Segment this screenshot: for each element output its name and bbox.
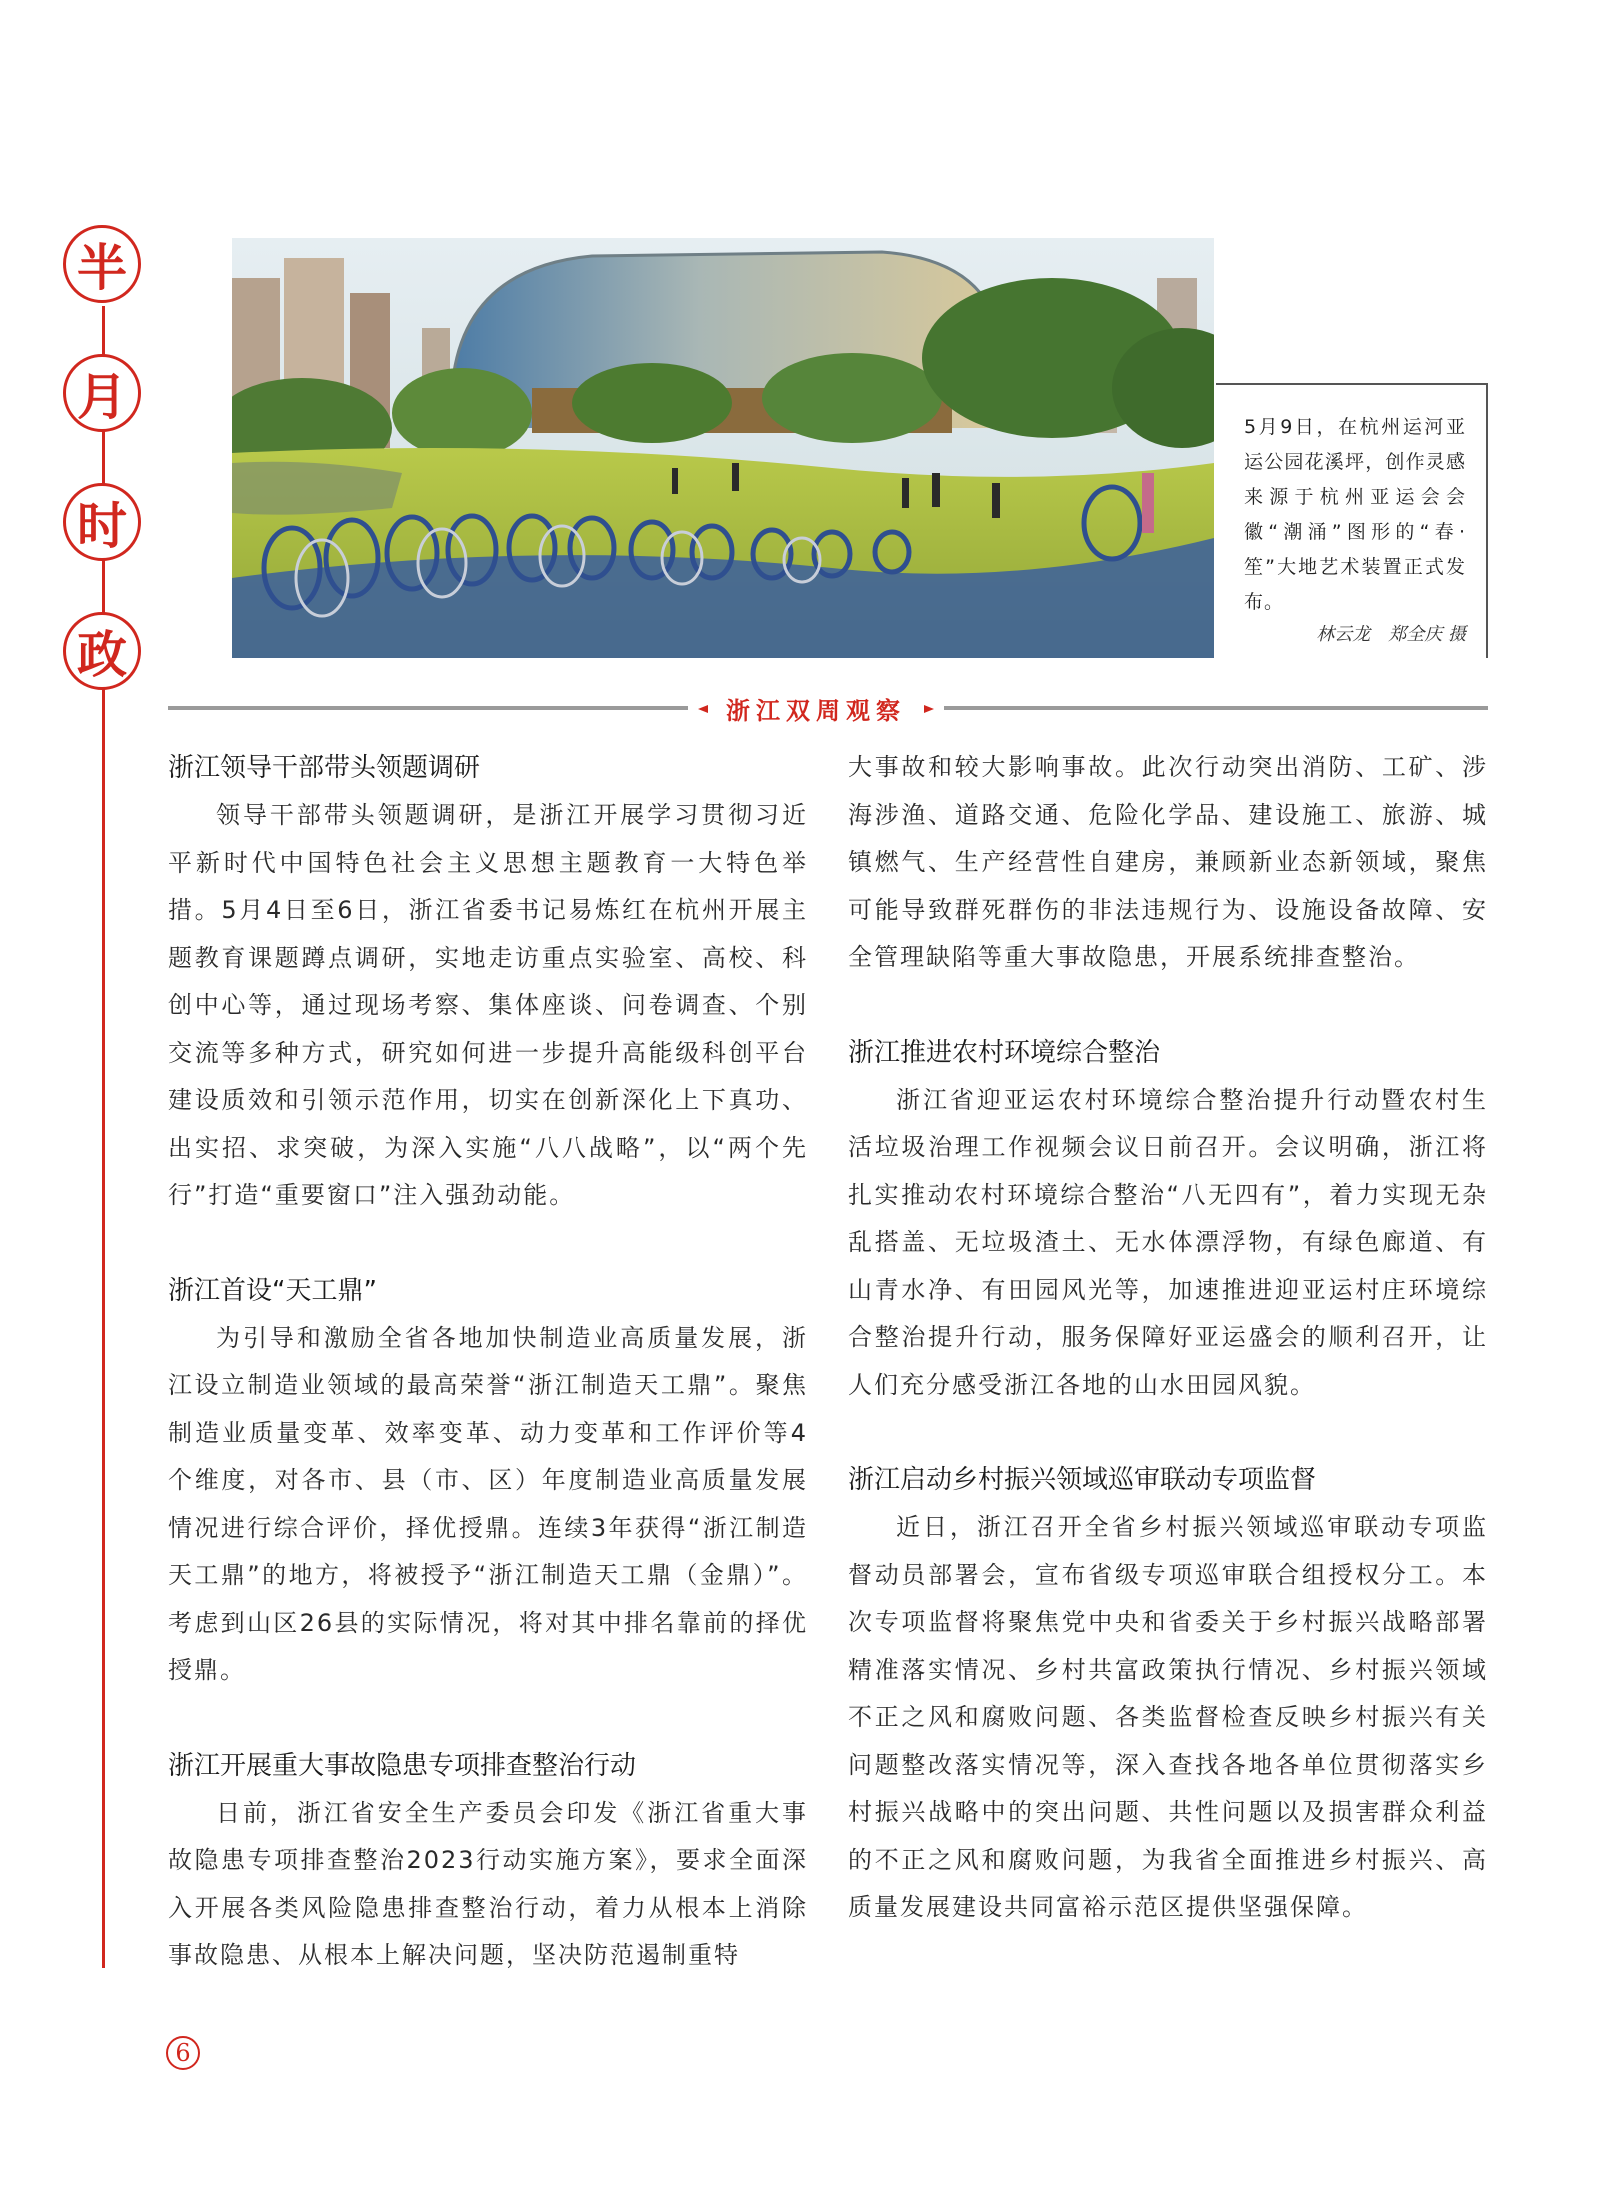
column-rubric xyxy=(63,225,145,741)
right-column xyxy=(848,744,1488,1932)
page-number: 6 xyxy=(166,2036,200,2070)
section-banner xyxy=(688,690,944,726)
article-title: 浙江首设“天工鼎” xyxy=(168,1275,377,1306)
park-art-installation-image xyxy=(232,238,1214,658)
left-column xyxy=(168,744,808,1980)
news-photo xyxy=(232,238,1214,658)
article-body: 领导干部带头领题调研，是浙江开展学习贯彻习近平新时代中国特色社会主义思想主题教育一大特色举措。5月4日至6日，浙江省委书记易炼红在杭州开展主题教育课题蹲点调研，实地走访重点实验室、高校、科创中心等，通过现场考察、集体座谈、问卷调查、个别交流等多种方式，研究如何进一步提升高能级科创平台建设质效和引领示范作用，切实在创新深化上下真功、出实招、求突破，为深入实施“八八战略”，以“两个先行”打造“重要窗口”注入强劲动能。 xyxy=(168,801,808,1209)
article-body: 浙江省迎亚运农村环境综合整治提升行动暨农村生活垃圾治理工作视频会议日前召开。会议明确，浙江将扎实推动农村环境综合整治“八无四有”，着力实现无杂乱搭盖、无垃圾渣土、无水体漂浮物，有绿色廊道、有山青水净、有田园风光等，加速推进迎亚运村庄环境综合整治提升行动，服务保障好亚运盛会的顺利召开，让人们充分感受浙江各地的山水田园风貌。 xyxy=(848,1085,1488,1399)
photo-credit: 林云龙 郑全庆 摄 xyxy=(1316,624,1466,645)
photo-caption: 5月9日，在杭州运河亚运公园花溪坪，创作灵感来源于杭州亚运会会徽“潮涌”图形的“春·笙”大地艺术装置正式发布。 xyxy=(1244,416,1466,613)
section-banner-label: 浙江双周观察 xyxy=(726,696,906,725)
article-title: 浙江领导干部带头领题调研 xyxy=(168,753,481,783)
article-body: 为引导和激励全省各地加快制造业高质量发展，浙江设立制造业领域的最高荣誉“浙江制造天工鼎”。聚焦制造业质量变革、效率变革、动力变革和工作评价等4个维度，对各市、县（市、区）年度制造业高质量发展情况进行综合评价，择优授鼎。连续3年获得“浙江制造天工鼎”的地方，将被授予“浙江制造天工鼎（金鼎）”。考虑到山区26县的实际情况，将对其中排名靠前的择优授鼎。 xyxy=(168,1323,808,1684)
article-body-continued: 大事故和较大影响事故。此次行动突出消防、工矿、涉海涉渔、道路交通、危险化学品、建设施工、旅游、城镇燃气、生产经营性自建房，兼顾新业态新领域，聚焦可能导致群死群伤的非法违规行为、设施设备故障、安全管理缺陷等重大事故隐患，开展系统排查整治。 xyxy=(848,753,1488,971)
article-title: 浙江开展重大事故隐患专项排查整治行动 xyxy=(168,1750,637,1781)
rubric-char-2: 月 xyxy=(63,354,141,432)
rubric-char-1: 半 xyxy=(63,225,141,303)
rubric-char-4: 政 xyxy=(63,612,141,690)
article-title: 浙江启动乡村振兴领域巡审联动专项监督 xyxy=(848,1465,1317,1495)
article-body: 日前，浙江省安全生产委员会印发《浙江省重大事故隐患专项排查整治2023行动实施方案》，要求全面深入开展各类风险隐患排查整治行动，着力从根本上消除事故隐患、从根本上解决问题，坚决防范遏制重特 xyxy=(168,1798,808,1969)
article-body: 近日，浙江召开全省乡村振兴领域巡审联动专项监督动员部署会，宣布省级专项巡审联合组授权分工。本次专项监督将聚焦党中央和省委关于乡村振兴战略部署精准落实情况、乡村共富政策执行情况、乡村振兴领域不正之风和腐败问题、各类监督检查反映乡村振兴有关问题整改落实情况等，深入查找各地各单位贯彻落实乡村振兴战略中的突出问题、共性问题以及损害群众利益的不正之风和腐败问题，为我省全面推进乡村振兴、高质量发展建设共同富裕示范区提供坚强保障。 xyxy=(848,1513,1488,1921)
article-title: 浙江推进农村环境综合整治 xyxy=(848,1037,1161,1068)
rubric-char-3: 时 xyxy=(63,483,141,561)
